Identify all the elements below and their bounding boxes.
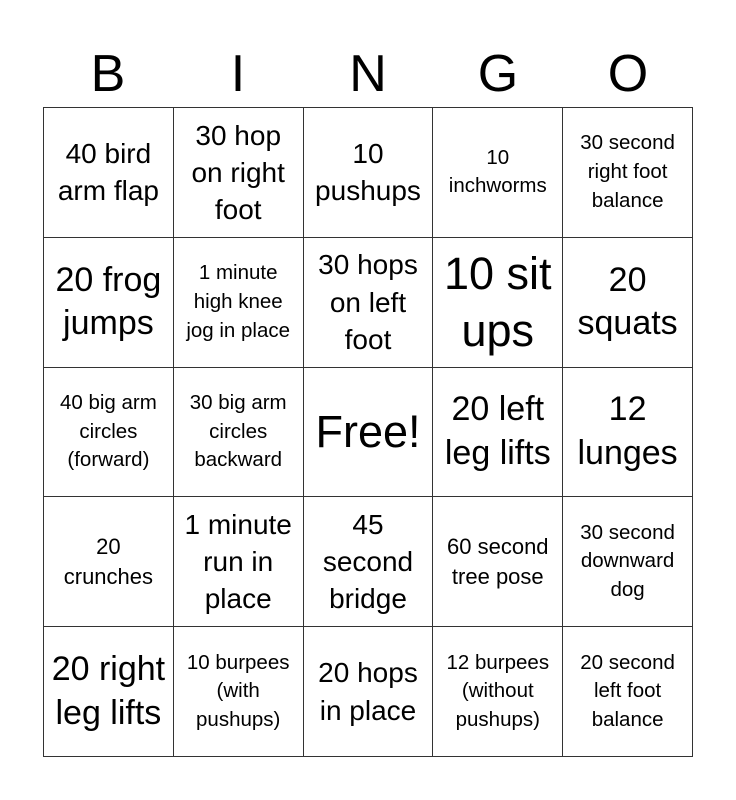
- cell-text: 40 bird arm flap: [57, 138, 159, 207]
- cell-text: 10 burpees (with pushups): [186, 650, 290, 731]
- cell-text: 30 hops on left foot: [318, 249, 418, 355]
- cell-text: 10 pushups: [315, 138, 421, 207]
- cell-text: 12 burpees (without pushups): [446, 650, 550, 731]
- cell-text: 20 hops in place: [318, 657, 418, 726]
- bingo-cell: [44, 627, 174, 757]
- bingo-cell: [304, 497, 434, 627]
- cell-text: 40 big arm circles (forward): [59, 390, 157, 472]
- header-letter-n: N: [349, 45, 387, 103]
- free-space-cell: [304, 368, 434, 498]
- cell-text: 10 sit ups: [444, 247, 552, 357]
- bingo-cell: [44, 238, 174, 368]
- bingo-card: [43, 107, 693, 757]
- bingo-cell: [44, 368, 174, 498]
- bingo-cell: [44, 108, 174, 238]
- bingo-cell: [174, 497, 304, 627]
- bingo-cell: [433, 627, 563, 757]
- bingo-cell: [433, 108, 563, 238]
- cell-text: 20 right leg lifts: [51, 650, 166, 732]
- bingo-cell: [563, 497, 693, 627]
- cell-text: 45 second bridge: [322, 508, 414, 615]
- bingo-cell: [304, 238, 434, 368]
- bingo-header: [43, 40, 693, 108]
- bingo-cell: [433, 368, 563, 498]
- bingo-cell: [174, 238, 304, 368]
- bingo-cell: [563, 368, 693, 498]
- header-letter-b: B: [90, 45, 126, 103]
- free-space-label: Free!: [315, 406, 421, 458]
- bingo-cell: [174, 108, 304, 238]
- bingo-cell: [433, 497, 563, 627]
- header-letter-o: O: [607, 45, 649, 103]
- cell-text: 20 frog jumps: [55, 260, 162, 343]
- bingo-cell: [433, 238, 563, 368]
- bingo-cell: [44, 497, 174, 627]
- cell-text: 30 second downward dog: [580, 520, 675, 602]
- cell-text: 20 second left foot balance: [580, 650, 675, 731]
- cell-text: 1 minute run in place: [184, 508, 292, 615]
- cell-text: 12 lunges: [577, 390, 678, 472]
- bingo-cell: [563, 238, 693, 368]
- cell-text: 30 big arm circles backward: [189, 390, 287, 472]
- bingo-cell: [563, 108, 693, 238]
- bingo-cell: [304, 108, 434, 238]
- cell-text: 60 second tree pose: [447, 534, 549, 589]
- bingo-cell: [174, 368, 304, 498]
- bingo-cell: [304, 627, 434, 757]
- cell-text: 1 minute high knee jog in place: [186, 261, 291, 342]
- bingo-cell: [563, 627, 693, 757]
- bingo-cell: [174, 627, 304, 757]
- cell-text: 30 hop on right foot: [191, 119, 285, 226]
- header-letter-g: G: [477, 45, 519, 103]
- cell-text: 20 squats: [577, 260, 678, 343]
- cell-text: 20 left leg lifts: [444, 390, 551, 472]
- header-letter-i: I: [230, 45, 246, 103]
- cell-text: 30 second right foot balance: [580, 131, 675, 212]
- cell-text: 20 crunches: [63, 534, 154, 589]
- cell-text: 10 inchworms: [448, 145, 547, 198]
